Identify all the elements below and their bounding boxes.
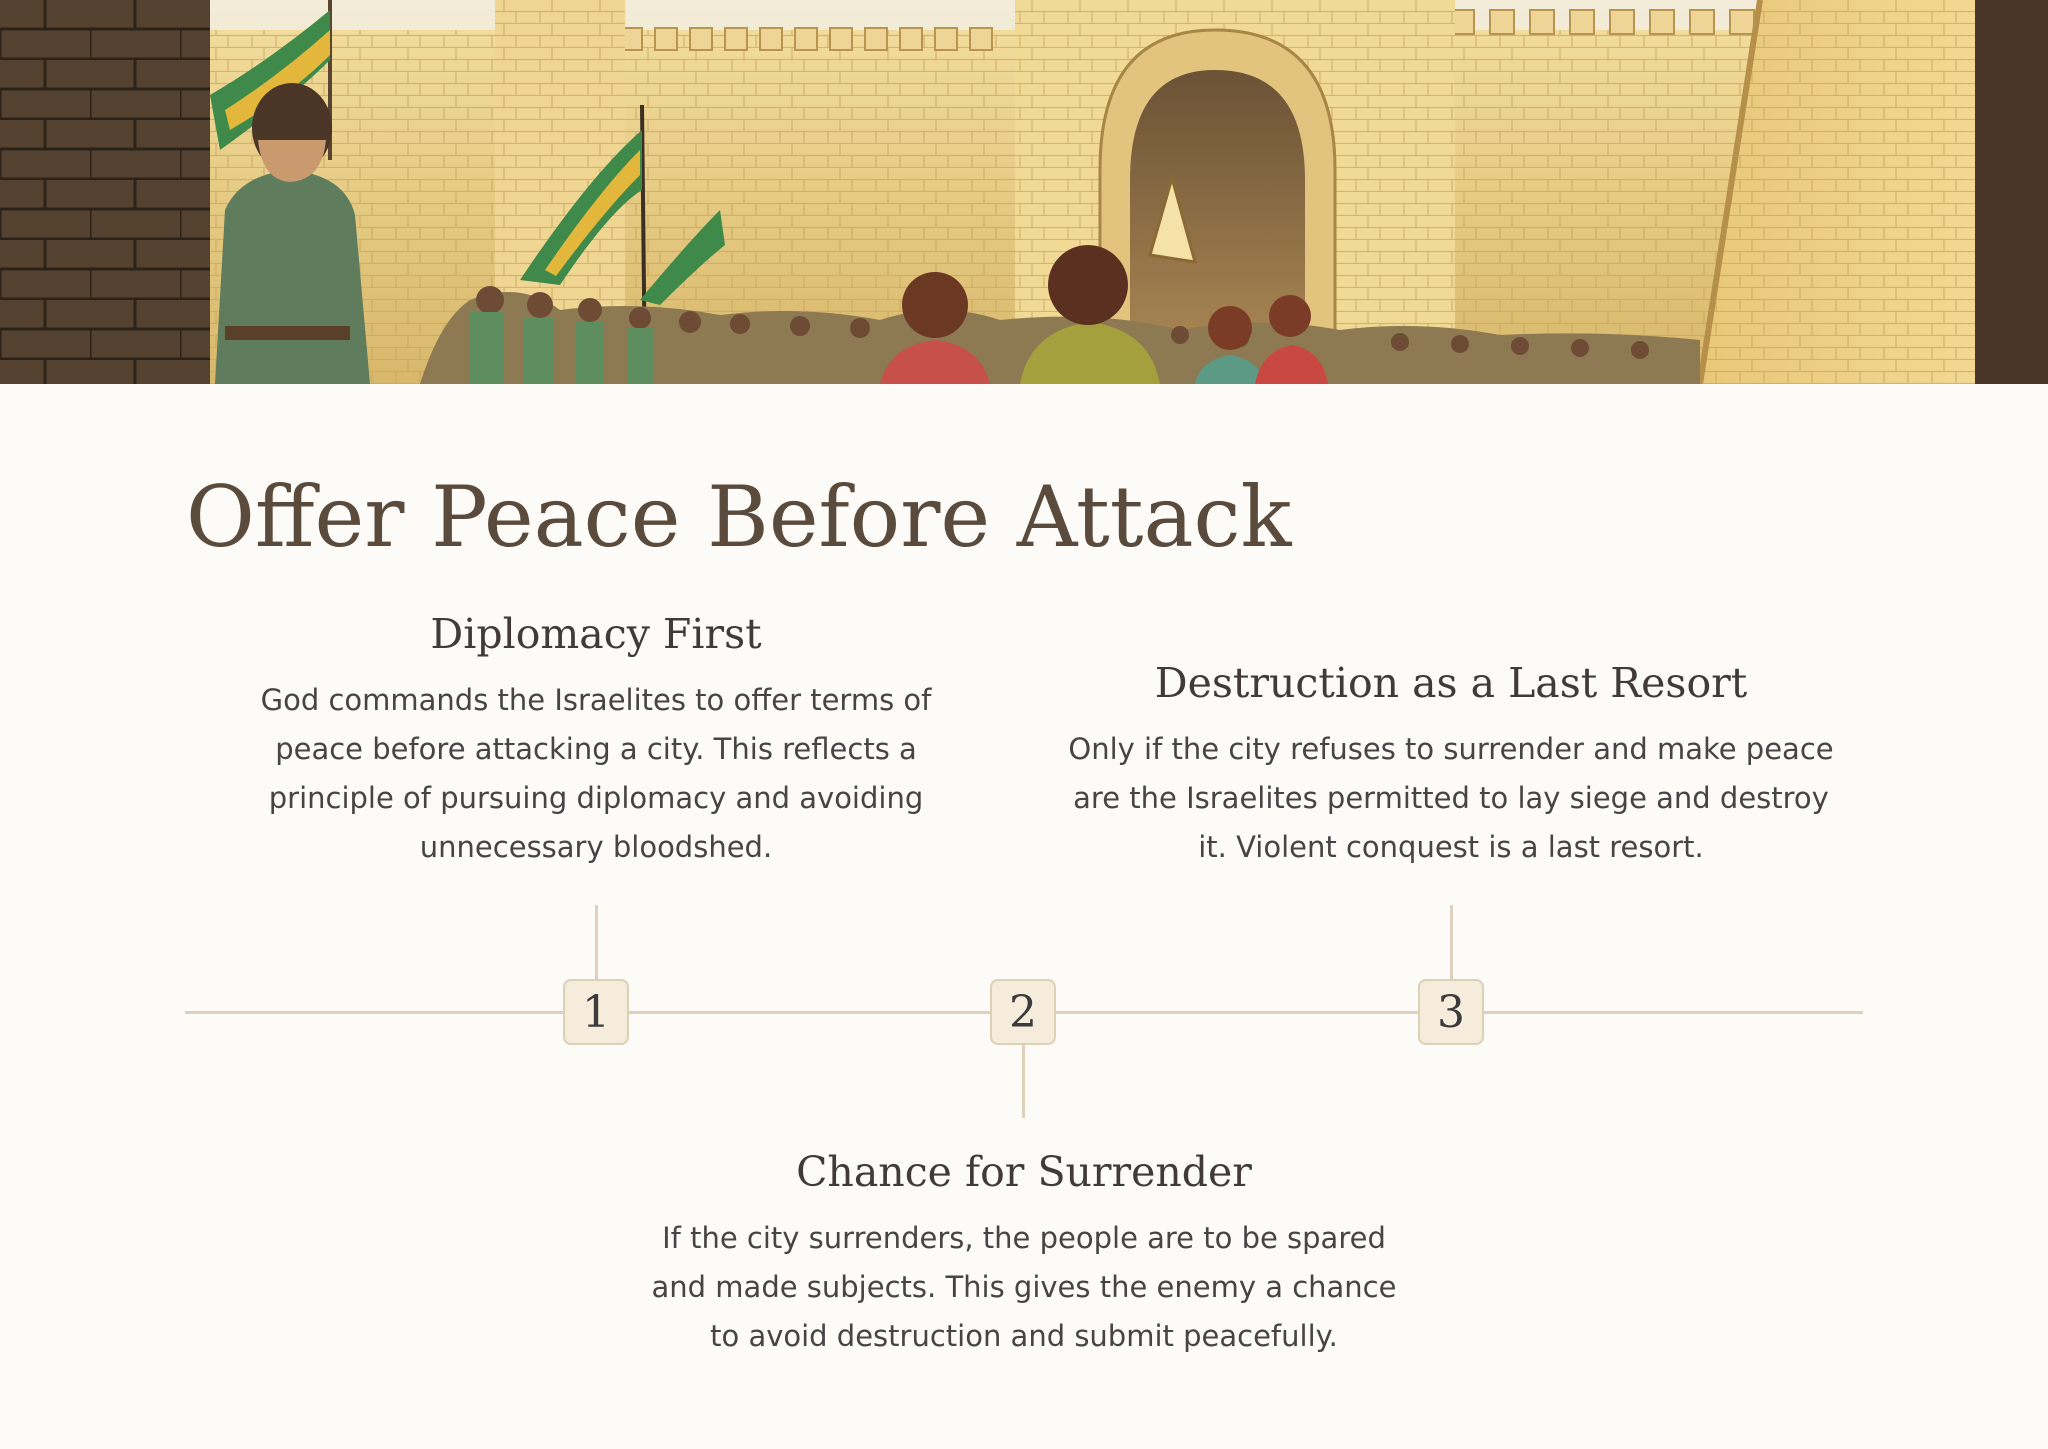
step-marker-3: 3 [1418,979,1484,1045]
step-2-body: If the city surrenders, the people are to be spared and made subjects. This gives the enemy a chance to avoid destruction and submit peacefully. [651,1221,1397,1353]
step-2-card [634,1144,1414,1361]
city-gate-illustration [0,0,2048,384]
step-3-body: Only if the city refuses to surrender and make peace are the Israelites permitted to lay siege and destroy it. Violent conquest is a last resort. [1068,732,1834,864]
step-1-heading: Diplomacy First [430,610,762,658]
step-1-body: God commands the Israelites to offer terms of peace before attacking a city. This reflects a principle of pursuing diplomacy and avoiding unnecessary bloodshed. [260,683,932,864]
step-2-heading: Chance for Surrender [796,1148,1252,1196]
page-title: Offer Peace Before Attack [186,468,1292,566]
step-3-card [1063,655,1839,872]
step-1-card [206,606,986,872]
step-marker-1: 1 [563,979,629,1045]
step-marker-2: 2 [990,979,1056,1045]
step-3-heading: Destruction as a Last Resort [1154,659,1748,707]
hero-illustration [0,0,2048,384]
